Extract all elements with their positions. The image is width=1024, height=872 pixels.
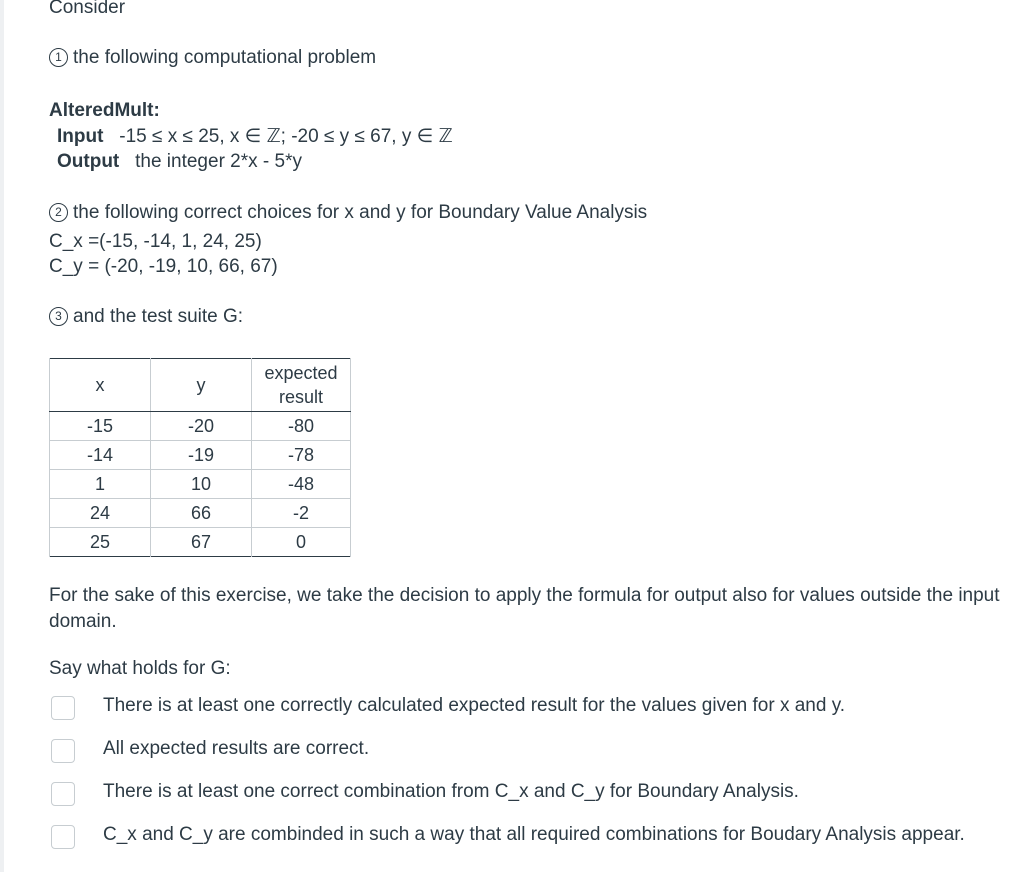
item-1-text: the following computational problem xyxy=(73,47,377,68)
header-expected-result: expected result xyxy=(252,359,351,412)
problem-output xyxy=(57,151,302,173)
question-text: Say what holds for G: xyxy=(49,658,231,679)
intro-text: Consider xyxy=(49,0,126,18)
answer-option-4[interactable] xyxy=(49,824,1014,852)
cell-y: 66 xyxy=(151,499,252,528)
left-border xyxy=(0,0,4,872)
option-checkbox[interactable] xyxy=(51,825,75,849)
cell-expected: -2 xyxy=(252,499,351,528)
option-label: C_x and C_y are combinded in such a way that all required combinations for Boudary Analysis appear. xyxy=(103,824,965,845)
cell-y: -19 xyxy=(151,441,252,470)
table-row xyxy=(50,470,351,499)
output-text: the integer 2*x - 5*y xyxy=(135,151,302,172)
item-3-text: and the test suite G: xyxy=(73,306,244,327)
cx-values: C_x =(-15, -14, 1, 24, 25) xyxy=(49,231,262,252)
output-label: Output xyxy=(57,151,120,172)
cy-values: C_y = (-20, -19, 10, 66, 67) xyxy=(49,256,278,277)
option-label: All expected results are correct. xyxy=(103,738,370,759)
header-y: y xyxy=(151,359,252,412)
input-label: Input xyxy=(57,126,104,147)
circled-number-1: 1 xyxy=(49,48,68,67)
problem-name: AlteredMult: xyxy=(49,100,160,121)
item-2-text: the following correct choices for x and y for Boundary Value Analysis xyxy=(73,202,648,223)
cell-expected: -80 xyxy=(252,412,351,441)
circled-number-3: 3 xyxy=(49,307,68,326)
option-label: There is at least one correctly calculated expected result for the values given for x and y. xyxy=(103,695,846,716)
option-checkbox[interactable] xyxy=(51,782,75,806)
cell-y: -20 xyxy=(151,412,252,441)
cell-x: 24 xyxy=(50,499,151,528)
cell-expected: 0 xyxy=(252,528,351,557)
answer-option-2[interactable] xyxy=(49,738,1014,766)
cell-x: -15 xyxy=(50,412,151,441)
table-row xyxy=(50,499,351,528)
problem-input xyxy=(57,125,453,148)
table-row xyxy=(50,528,351,557)
note-text: For the sake of this exercise, we take the decision to apply the formula for output also for values outside the input domain. xyxy=(49,585,1000,632)
table-header-row xyxy=(50,359,351,412)
item-2 xyxy=(49,202,647,224)
item-3 xyxy=(49,306,243,328)
item-1 xyxy=(49,47,376,69)
option-checkbox[interactable] xyxy=(51,696,75,720)
table-row xyxy=(50,441,351,470)
circled-number-2: 2 xyxy=(49,203,68,222)
option-checkbox[interactable] xyxy=(51,739,75,763)
answer-option-1[interactable] xyxy=(49,695,1014,723)
input-text: -15 ≤ x ≤ 25, x ∈ ℤ; -20 ≤ y ≤ 67, y ∈ ℤ xyxy=(119,126,453,147)
cell-x: -14 xyxy=(50,441,151,470)
cell-x: 1 xyxy=(50,470,151,499)
test-suite-table xyxy=(49,358,351,557)
table-row xyxy=(50,412,351,441)
cell-x: 25 xyxy=(50,528,151,557)
cell-expected: -48 xyxy=(252,470,351,499)
cell-y: 10 xyxy=(151,470,252,499)
header-x: x xyxy=(50,359,151,412)
cell-y: 67 xyxy=(151,528,252,557)
answer-option-3[interactable] xyxy=(49,781,1014,809)
cell-expected: -78 xyxy=(252,441,351,470)
option-label: There is at least one correct combination from C_x and C_y for Boundary Analysis. xyxy=(103,781,799,802)
